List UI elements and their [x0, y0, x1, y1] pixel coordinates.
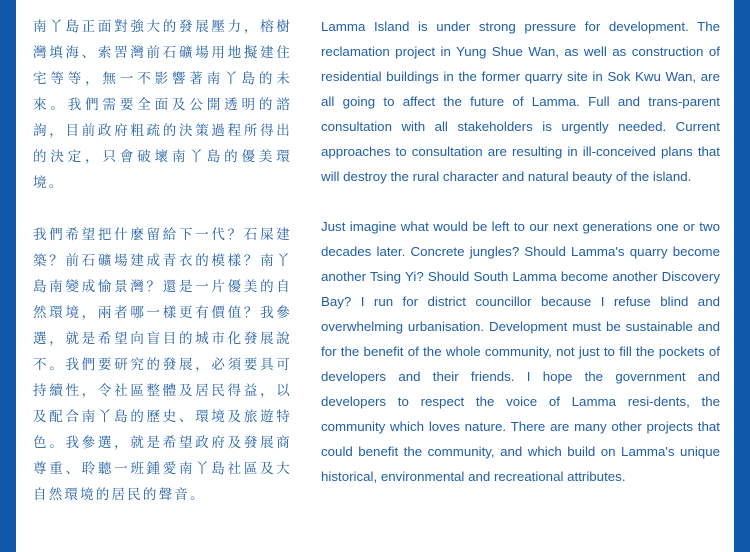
english-column: [321, 14, 720, 489]
english-paragraph-1: Lamma Island is under strong pressure for development. The reclamation project in Yung Shue Wan, as well as construction of residential buildings in the former quarry site in Sok Kwu Wan, are all going to affect the future of Lamma. Full and trans-parent consultation with all stakeholders is urgently needed. Current approaches to consultation are resulting in ill-conceived plans that will destroy the rural character and natural beauty of the island.: [321, 19, 720, 184]
chinese-paragraph-1: 南丫島正面對強大的發展壓力，榕樹灣填海、索罟灣前石礦場用地擬建住宅等等，無一不影響著南丫島的未來。我們需要全面及公開透明的諮詢，目前政府粗疏的決策過程所得出的決定，只會破壞南丫島的優美環境。: [33, 19, 292, 191]
chinese-paragraph-2: 我們希望把什麼留給下一代？石屎建築？前石礦場建成青衣的模樣？南丫島南變成愉景灣？還是一片優美的自然環境，兩者哪一樣更有價值？我參選，就是希望向盲目的城市化發展說不。我們要研究的發展，必須要具可持續性，令社區整體及居民得益，以及配合南丫島的歷史、環境及旅遊特色。我參選，就是希望政府及發展商尊重、聆聽一班鍾愛南丫島社區及大自然環境的居民的聲音。: [33, 227, 292, 503]
english-paragraph-2: Just imagine what would be left to our next generations one or two decades later. Concrete jungles? Should Lamma's quarry become another Tsing Yi? Should South Lamma become another Discovery Bay? I run for district councillor because I refuse blind and overwhelming urbanisation. Development must be sustainable and for the benefit of the whole community, not just to fill the pockets of developers and their friends. I hope the government and developers to respect the voice of Lamma resi-dents, the community which loves nature. There are many other projects that could benefit the community, and which build on Lamma's unique historical, environmental and recreational attributes.: [321, 219, 720, 484]
chinese-column: [33, 14, 292, 508]
document-page: [16, 0, 734, 552]
